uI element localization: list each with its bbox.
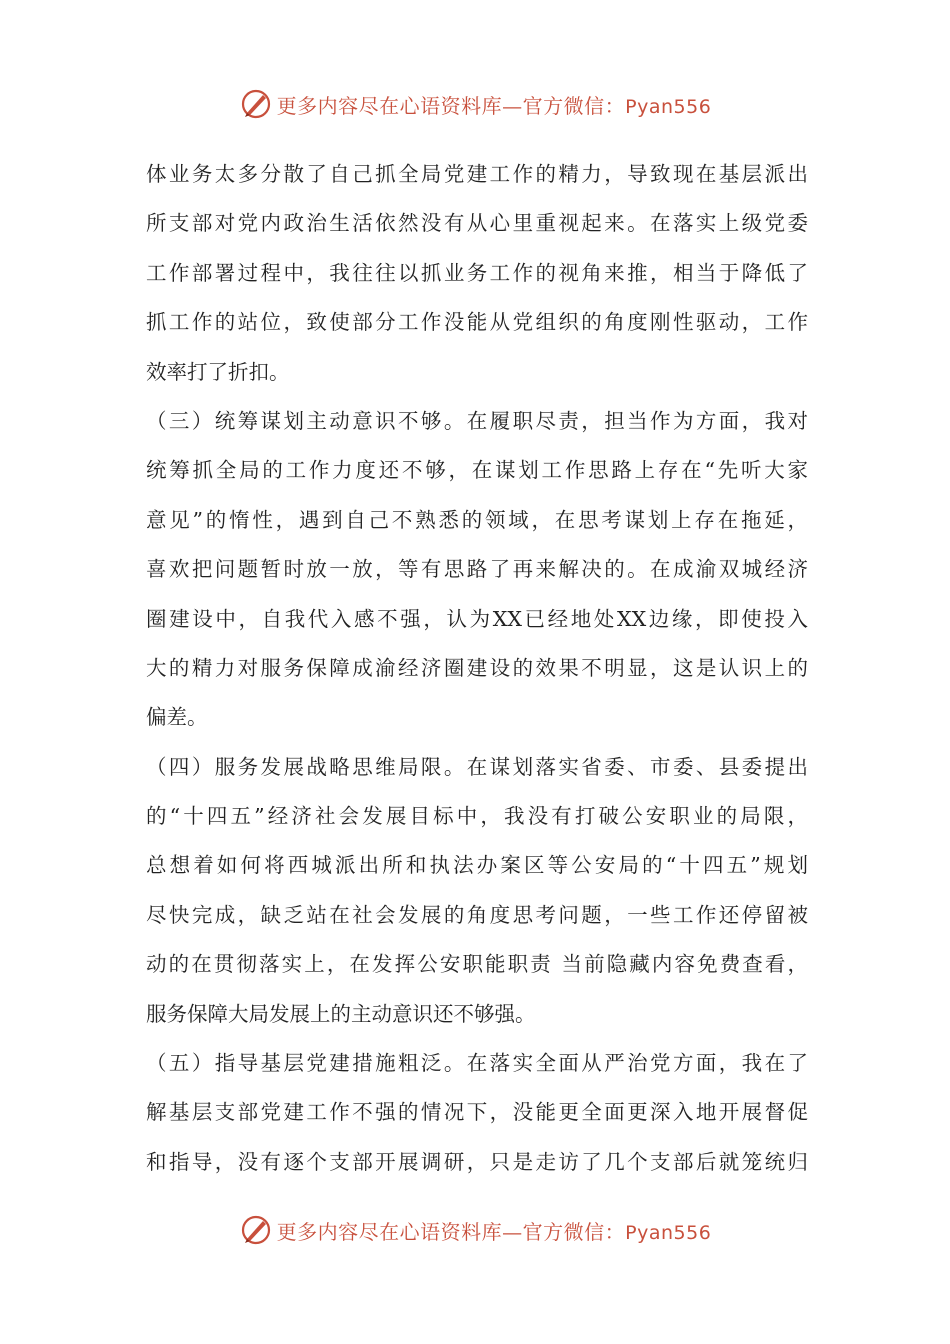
text-line: （三）统筹谋划主动意识不够。在履职尽责，担当作为方面，我对 [146, 408, 808, 433]
text-line: 尽快完成，缺乏站在社会发展的角度思考问题，一些工作还停留被 [146, 902, 808, 927]
watermark-text: 更多内容尽在心语资料库—官方微信：Pyan556 [276, 93, 712, 118]
watermark-text: 更多内容尽在心语资料库—官方微信：Pyan556 [276, 1219, 712, 1244]
text-line: 总想着如何将西城派出所和执法办案区等公安局的“十四五”规划 [146, 853, 808, 878]
text-line: 偏差。 [146, 705, 208, 730]
text-line: 抓工作的站位，致使部分工作没能从党组织的角度刚性驱动，工作 [146, 310, 808, 335]
text-line: 统筹抓全局的工作力度还不够，在谋划工作思路上存在“先听大家 [146, 458, 808, 483]
text-line: 的“十四五”经济社会发展目标中，我没有打破公安职业的局限， [146, 804, 808, 829]
pen-logo-icon [239, 1213, 273, 1247]
text-line: 和指导，没有逐个支部开展调研，只是走访了几个支部后就笼统归 [146, 1149, 808, 1174]
text-line: 动的在贯彻落实上，在发挥公安职能职责 当前隐藏内容免费查看， [146, 952, 808, 977]
text-line: 服务保障大局发展上的主动意识还不够强。 [146, 1001, 536, 1026]
text-line: （四）服务发展战略思维局限。在谋划落实省委、市委、县委提出 [146, 754, 808, 779]
text-line: 圈建设中，自我代入感不强，认为XX已经地处XX边缘，即使投入 [146, 606, 808, 631]
text-line: 解基层支部党建工作不强的情况下，没能更全面更深入地开展督促 [146, 1100, 808, 1125]
text-line: 意见”的惰性，遇到自己不熟悉的领域，在思考谋划上存在拖延， [146, 507, 808, 532]
text-line: 工作部署过程中，我往往以抓业务工作的视角来推，相当于降低了 [146, 260, 808, 285]
text-line: 喜欢把问题暂时放一放，等有思路了再来解决的。在成渝双城经济 [146, 557, 808, 582]
text-line: 效率打了折扣。 [146, 359, 290, 384]
text-line: （五）指导基层党建措施粗泛。在落实全面从严治党方面，我在了 [146, 1051, 808, 1076]
text-line: 体业务太多分散了自己抓全局党建工作的精力，导致现在基层派出 [146, 162, 808, 186]
text-line: 大的精力对服务保障成渝经济圈建设的效果不明显，这是认识上的 [146, 655, 808, 680]
watermark-banner-bottom [0, 1210, 950, 1250]
document-body [146, 150, 808, 1187]
pen-logo-icon [239, 87, 273, 121]
text-line: 所支部对党内政治生活依然没有从心里重视起来。在落实上级党委 [146, 211, 808, 236]
watermark-banner-top [0, 84, 950, 124]
